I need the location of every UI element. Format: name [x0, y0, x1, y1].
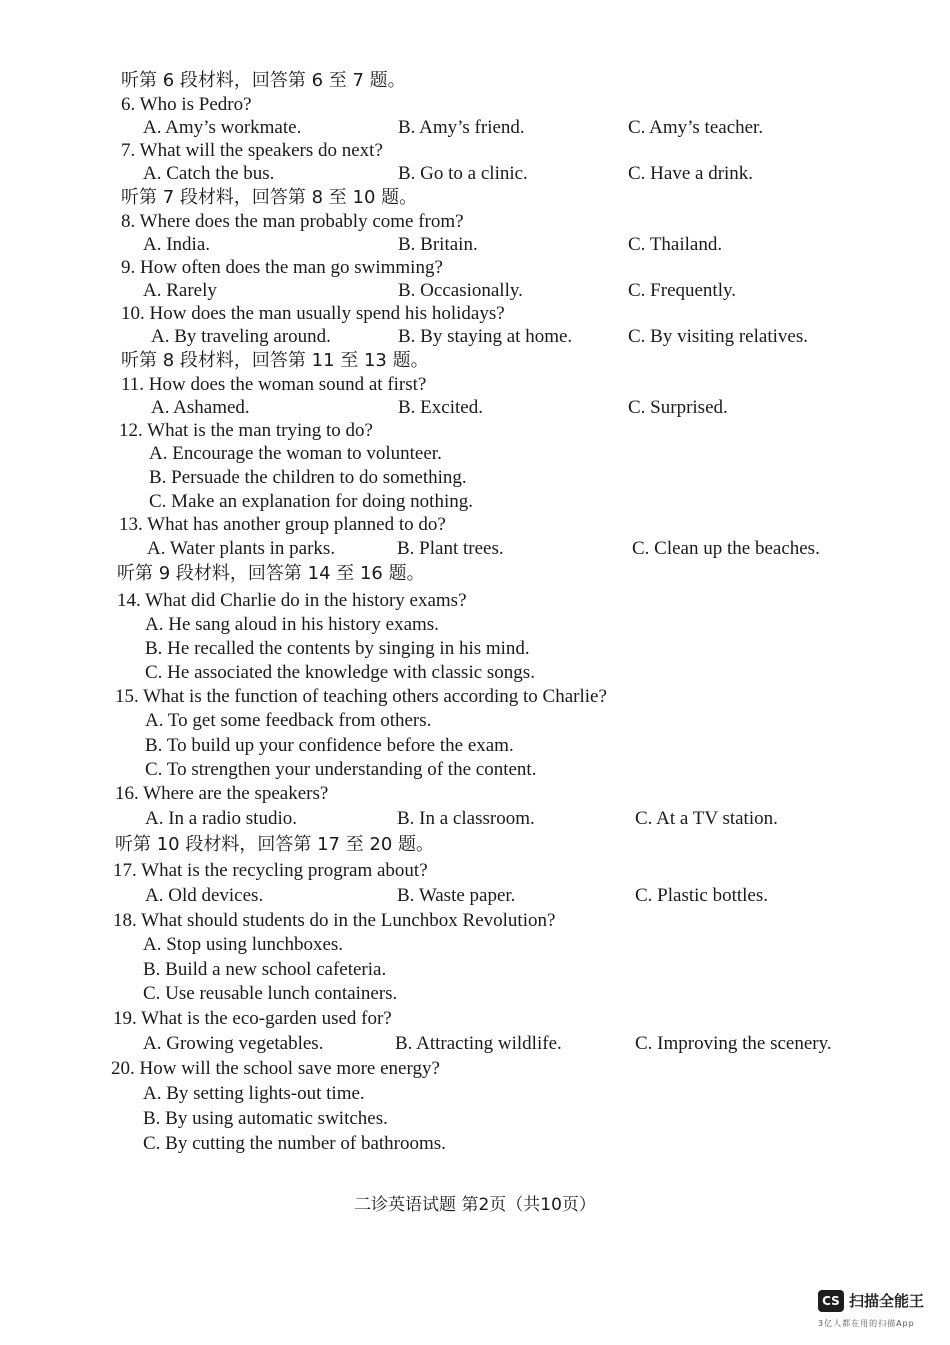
option-10b: B. By staying at home.: [398, 326, 573, 347]
option-8a: A. India.: [143, 234, 211, 255]
option-11b: B. Excited.: [398, 397, 483, 418]
option-19b: B. Attracting wildlife.: [395, 1033, 562, 1054]
option-13c: C. Clean up the beaches.: [632, 538, 820, 559]
question-10: 10. How does the man usually spend his holidays?: [121, 303, 505, 324]
question-6: 6. Who is Pedro?: [121, 94, 252, 115]
question-20: 20. How will the school save more energy?: [111, 1058, 440, 1079]
option-11c: C. Surprised.: [628, 397, 728, 418]
question-7: 7. What will the speakers do next?: [121, 140, 383, 161]
question-13: 13. What has another group planned to do?: [119, 514, 446, 535]
option-16c: C. At a TV station.: [635, 808, 778, 829]
option-9c: C. Frequently.: [628, 280, 737, 301]
option-13b: B. Plant trees.: [397, 538, 504, 559]
question-12: 12. What is the man trying to do?: [119, 420, 373, 441]
option-6c: C. Amy’s teacher.: [628, 117, 764, 138]
option-19c: C. Improving the scenery.: [635, 1033, 832, 1054]
option-6b: B. Amy’s friend.: [398, 117, 525, 138]
option-8b: B. Britain.: [398, 234, 478, 255]
option-14b: B. He recalled the contents by singing in his mind.: [145, 638, 530, 659]
option-9a: A. Rarely: [143, 280, 217, 301]
cs-logo-icon: CS: [818, 1290, 844, 1312]
section-header: 听第 8 段材料，回答第 11 至 13 题。: [121, 350, 429, 371]
option-12c: C. Make an explanation for doing nothing.: [149, 491, 473, 512]
option-19a: A. Growing vegetables.: [143, 1033, 324, 1054]
option-12b: B. Persuade the children to do something.: [149, 467, 467, 488]
option-15c: C. To strengthen your understanding of the content.: [145, 759, 537, 780]
option-12a: A. Encourage the woman to volunteer.: [149, 443, 442, 464]
option-14c: C. He associated the knowledge with classic songs.: [145, 662, 535, 683]
question-16: 16. Where are the speakers?: [115, 783, 329, 804]
option-7b: B. Go to a clinic.: [398, 163, 528, 184]
question-15: 15. What is the function of teaching others according to Charlie?: [115, 686, 607, 707]
question-9: 9. How often does the man go swimming?: [121, 257, 443, 278]
option-16a: A. In a radio studio.: [145, 808, 297, 829]
question-17: 17. What is the recycling program about?: [113, 860, 428, 881]
section-header: 听第 7 段材料，回答第 8 至 10 题。: [121, 187, 418, 208]
question-18: 18. What should students do in the Lunchbox Revolution?: [113, 910, 556, 931]
option-20b: B. By using automatic switches.: [143, 1108, 388, 1129]
option-10c: C. By visiting relatives.: [628, 326, 808, 347]
scanner-tagline: 3亿人都在用的扫描App: [818, 1319, 915, 1328]
option-17a: A. Old devices.: [145, 885, 264, 906]
option-18c: C. Use reusable lunch containers.: [143, 983, 398, 1004]
scanner-app-name: 扫描全能王: [849, 1292, 925, 1310]
option-18b: B. Build a new school cafeteria.: [143, 959, 387, 980]
option-15a: A. To get some feedback from others.: [145, 710, 432, 731]
question-11: 11. How does the woman sound at first?: [121, 374, 427, 395]
question-8: 8. Where does the man probably come from?: [121, 211, 464, 232]
option-17c: C. Plastic bottles.: [635, 885, 768, 906]
option-16b: B. In a classroom.: [397, 808, 535, 829]
option-17b: B. Waste paper.: [397, 885, 516, 906]
option-15b: B. To build up your confidence before the exam.: [145, 735, 514, 756]
option-11a: A. Ashamed.: [151, 397, 250, 418]
option-8c: C. Thailand.: [628, 234, 723, 255]
page-footer: 二诊英语试题 第2页（共10页）: [354, 1195, 596, 1215]
option-7c: C. Have a drink.: [628, 163, 754, 184]
option-9b: B. Occasionally.: [398, 280, 523, 301]
option-7a: A. Catch the bus.: [143, 163, 275, 184]
option-20c: C. By cutting the number of bathrooms.: [143, 1133, 446, 1154]
question-14: 14. What did Charlie do in the history exams?: [117, 590, 467, 611]
question-19: 19. What is the eco-garden used for?: [113, 1008, 392, 1029]
option-18a: A. Stop using lunchboxes.: [143, 934, 344, 955]
option-13a: A. Water plants in parks.: [147, 538, 336, 559]
section-header: 听第 9 段材料，回答第 14 至 16 题。: [117, 563, 425, 584]
option-6a: A. Amy’s workmate.: [143, 117, 302, 138]
section-header: 听第 6 段材料，回答第 6 至 7 题。: [121, 70, 406, 91]
section-header: 听第 10 段材料，回答第 17 至 20 题。: [115, 834, 435, 855]
option-10a: A. By traveling around.: [151, 326, 331, 347]
scanner-logo: [818, 1288, 938, 1336]
option-14a: A. He sang aloud in his history exams.: [145, 614, 439, 635]
option-20a: A. By setting lights-out time.: [143, 1083, 365, 1104]
